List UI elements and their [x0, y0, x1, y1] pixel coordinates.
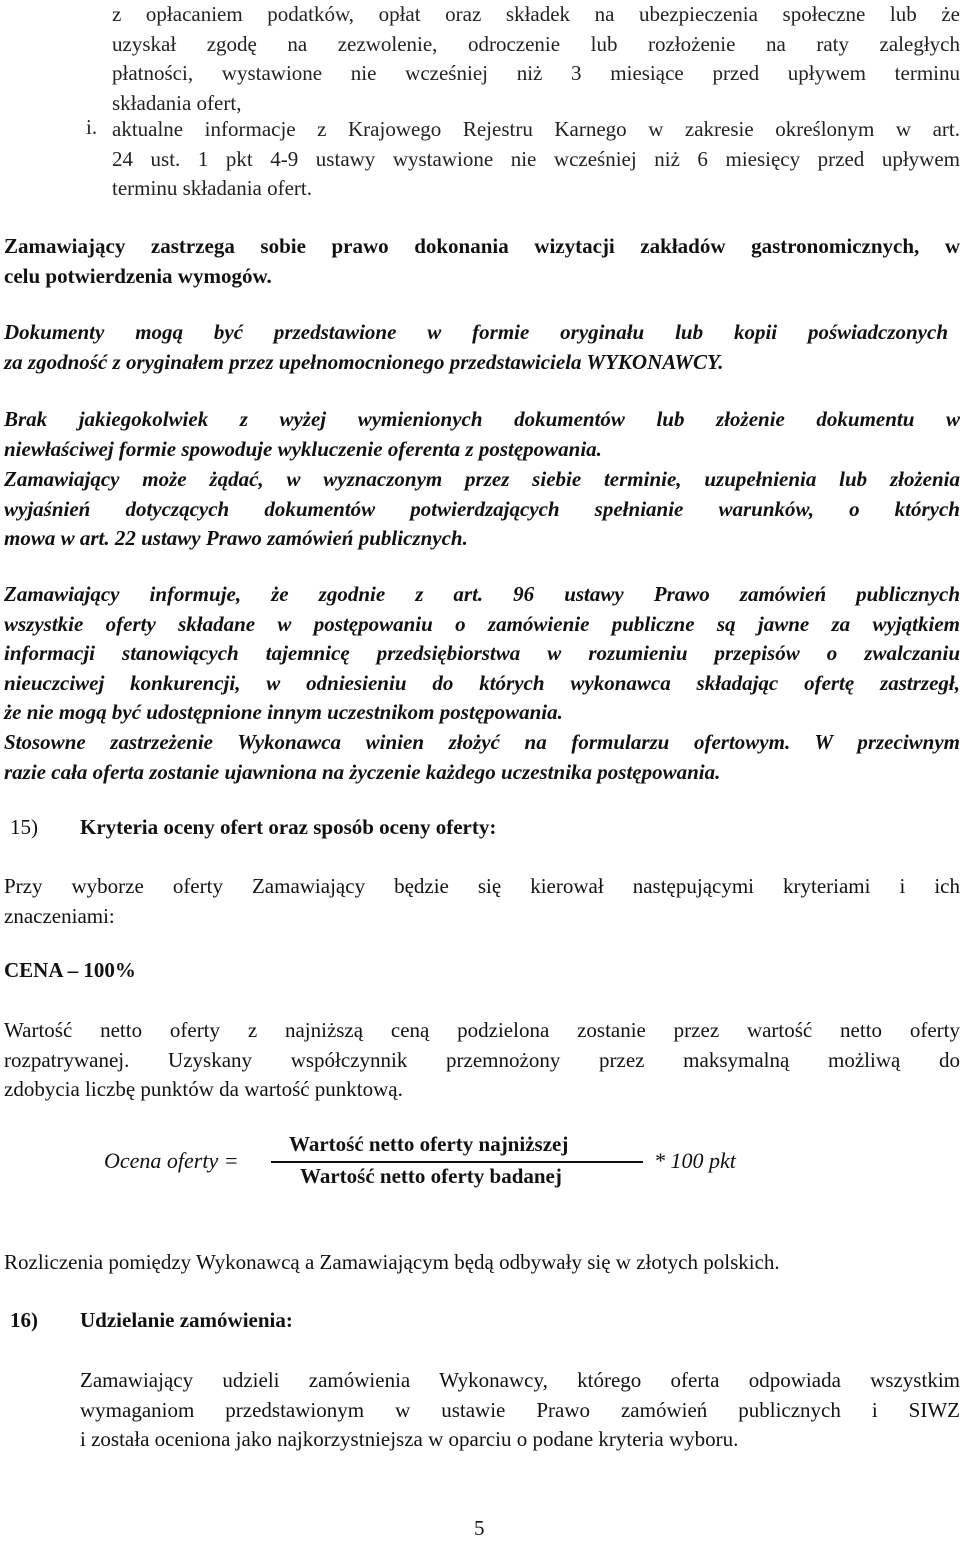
- text-line: Stosowne zastrzeżenie Wykonawca winien złożyć na formularzu ofertowym. W przeciwnym: [4, 730, 960, 754]
- text-line: celu potwierdzenia wymogów.: [4, 263, 272, 288]
- text-line: Zamawiający udzieli zamówienia Wykonawcy, którego oferta odpowiada wszystkim: [80, 1368, 960, 1392]
- formula-label: Ocena oferty =: [104, 1148, 239, 1173]
- list-marker-i: i.: [86, 115, 98, 139]
- continuation-paragraph: [112, 0, 960, 118]
- text-line: uzyskał zgodę na zezwolenie, odroczenie lub rozłożenie na raty zaległych: [112, 31, 960, 56]
- text-line: wszystkie oferty składane w postępowaniu o zamówienie publiczne są jawne za wyjątkiem: [4, 611, 960, 636]
- text-line: wymaganiom przedstawionym w ustawie Prawo zamówień publicznych i SIWZ: [80, 1397, 960, 1422]
- section-16-number: 16): [10, 1308, 38, 1332]
- text-line: Przy wyborze oferty Zamawiający będzie się kierował następującymi kryteriami i ich: [4, 874, 960, 898]
- text-line: aktualne informacje z Krajowego Rejestru Karnego w zakresie określonym w art.: [112, 117, 960, 141]
- text-line: z opłacaniem podatków, opłat oraz składek na ubezpieczenia społeczne lub że: [112, 2, 960, 26]
- text-line: że nie mogą być udostępnione innym uczestnikom postępowania.: [4, 700, 563, 724]
- formula-denominator: Wartość netto oferty badanej: [300, 1164, 562, 1188]
- visit-paragraph: [4, 232, 960, 291]
- formula-multiplier: * 100 pkt: [654, 1148, 736, 1173]
- text-line: Zamawiający może żądać, w wyznaczonym przez siebie terminie, uzupełnienia lub złożenia: [4, 467, 960, 491]
- text-line: 24 ust. 1 pkt 4-9 ustawy wystawione nie wcześniej niż 6 miesięcy przed upływem: [112, 146, 960, 171]
- section-16-title: Udzielanie zamówienia:: [80, 1308, 293, 1332]
- text-line: nieuczciwej konkurencji, w odniesieniu do których wykonawca składając ofertę zastrzegł,: [4, 670, 960, 695]
- text-line: Wartość netto oferty z najniższą ceną podzielona zostanie przez wartość netto oferty: [4, 1018, 960, 1042]
- settlement-sentence: Rozliczenia pomiędzy Wykonawcą a Zamawiającym będą odbywały się w złotych polskich.: [4, 1250, 780, 1274]
- text-line: płatności, wystawione nie wcześniej niż 3 miesiące przed upływem terminu: [112, 61, 960, 85]
- supplement-paragraph: [4, 465, 960, 554]
- section-15-title: Kryteria oceny ofert oraz sposób oceny oferty:: [80, 815, 497, 839]
- reservation-paragraph: [4, 728, 960, 787]
- criteria-intro-paragraph: [4, 872, 960, 931]
- fraction-bar: [271, 1161, 643, 1163]
- text-line: Zamawiający zastrzega sobie prawo dokonania wizytacji zakładów gastronomicznych, w: [4, 234, 960, 258]
- text-line: za zgodność z oryginałem przez upełnomocnionego przedstawiciela WYKONAWCY.: [4, 349, 724, 374]
- scoring-formula: [104, 1130, 804, 1200]
- documents-paragraph: [4, 318, 948, 377]
- page-number: 5: [474, 1516, 485, 1540]
- formula-numerator: Wartość netto oferty najniższej: [289, 1132, 569, 1156]
- scoring-method-paragraph: [4, 1016, 960, 1105]
- text-line: mowa w art. 22 ustawy Prawo zamówień publicznych.: [4, 526, 468, 550]
- text-line: informacji stanowiących tajemnicę przedsiębiorstwa w rozumieniu przepisów o zwalczaniu: [4, 641, 960, 665]
- text-line: razie cała oferta zostanie ujawniona na życzenie każdego uczestnika postępowania.: [4, 759, 721, 784]
- text-line: rozpatrywanej. Uzyskany współczynnik przemnożony przez maksymalną możliwą do: [4, 1047, 960, 1072]
- text-line: zdobycia liczbę punktów da wartość punktową.: [4, 1077, 403, 1101]
- list-item-i: [112, 115, 960, 204]
- text-line: składania ofert,: [112, 90, 242, 115]
- text-line: niewłaściwej formie spowoduje wykluczenie oferenta z postępowania.: [4, 436, 602, 461]
- text-line: i została oceniona jako najkorzystniejsza w oparciu o podane kryteria wyboru.: [80, 1427, 739, 1451]
- text-line: Zamawiający informuje, że zgodnie z art. 96 ustawy Prawo zamówień publicznych: [4, 582, 960, 606]
- text-line: wyjaśnień dotyczących dokumentów potwierdzających spełnianie warunków, o których: [4, 496, 960, 521]
- price-criterion: CENA – 100%: [4, 958, 136, 982]
- missing-documents-paragraph: [4, 405, 960, 464]
- text-line: Dokumenty mogą być przedstawione w formie oryginału lub kopii poświadczonych: [4, 320, 948, 344]
- text-line: znaczeniami:: [4, 903, 115, 928]
- confidentiality-paragraph: [4, 580, 960, 728]
- text-line: terminu składania ofert.: [112, 176, 313, 200]
- section-15-number: 15): [10, 815, 38, 839]
- text-line: Brak jakiegokolwiek z wyżej wymienionych dokumentów lub złożenie dokumentu w: [4, 407, 960, 431]
- award-paragraph: [80, 1366, 960, 1455]
